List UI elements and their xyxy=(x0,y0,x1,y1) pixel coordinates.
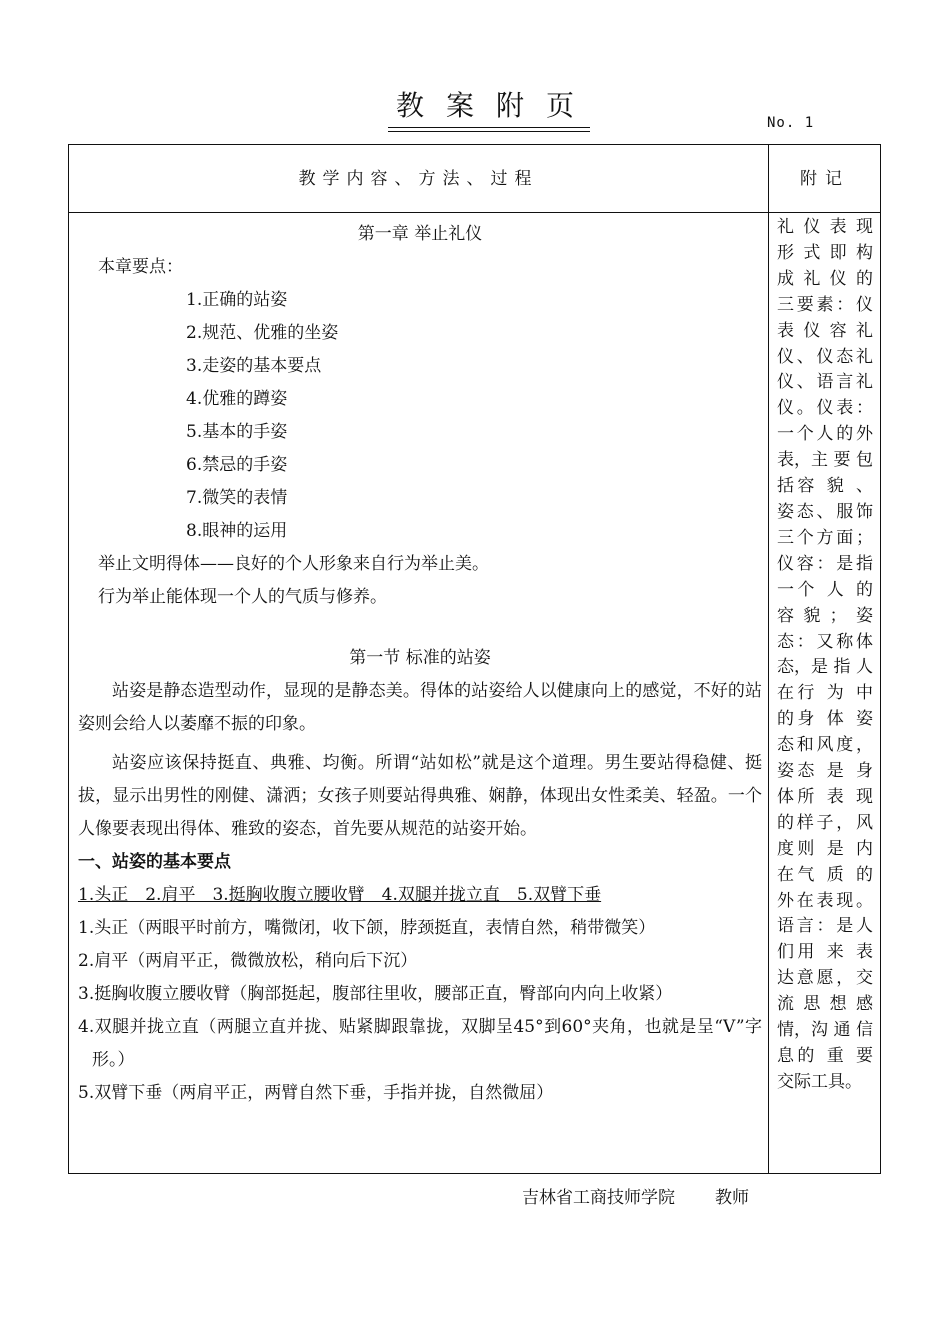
key-point-item: 7.微笑的表情 xyxy=(186,488,288,508)
key-point-item: 5.基本的手姿 xyxy=(186,422,288,442)
subheading: 一、站姿的基本要点 xyxy=(78,852,231,872)
paragraph: 站姿是静态造型动作，显现的是静态美。得体的站姿给人以健康向上的感觉，不好的站姿则会给人以萎靡不振的印象。 xyxy=(78,681,762,734)
school-name: 吉林省工商技师学院 xyxy=(522,1188,675,1208)
column-header-content: 教学内容、方法、过程 xyxy=(298,169,539,189)
key-point-item: 4.优雅的蹲姿 xyxy=(186,389,288,409)
key-points-label: 本章要点： xyxy=(98,257,183,277)
key-point-item: 1.正确的站姿 xyxy=(186,290,288,310)
main-content xyxy=(78,218,762,1110)
intro-line: 行为举止能体现一个人的气质与修养。 xyxy=(98,587,387,607)
page-title: 教案附页 xyxy=(395,89,596,122)
paragraph: 站姿应该保持挺直、典雅、均衡。所谓“站如松”就是这个道理。男生要站得稳健、挺拔，显示出男性的刚健、潇洒；女孩子则要站得典雅、娴静，体现出女性柔美、轻盈。一个人像要表现出得体、雅致的姿态，首先要从规范的站姿开始。 xyxy=(78,753,762,839)
title-underline xyxy=(388,127,590,128)
summary-line: 1.头正 2.肩平 3.挺胸收腹立腰收臂 4.双腿并拢立直 5.双臂下垂 xyxy=(78,885,602,905)
detail-item: 1.头正（两眼平时前方，嘴微闭，收下颌，脖颈挺直，表情自然，稍带微笑） xyxy=(78,918,656,938)
footer xyxy=(522,1186,789,1210)
key-point-item: 6.禁忌的手姿 xyxy=(186,455,288,475)
page-number: No. 1 xyxy=(767,115,815,131)
side-note: 礼 仪 表 现形 式 即 构成 礼 仪 的三要素：仪表 仪 容 礼仪、仪态礼仪、语言礼仪。仪表：一个人的外表，主 要 包 括容 貌 、 姿态、服饰三个方面；仪容：是指一个 人 的 容貌；姿态：又称体态，是 指 人 在行 为 中 的身 体 姿 态和风度，姿态 是 身 体所 表 现 的样子，风度则 是 内 在气 质 的 外在表现。语言：是人们用 来 表 达意愿，交流思想感情，沟 通 信 息的 重 要 交际工具。 xyxy=(777,217,879,1092)
detail-item: 2.肩平（两肩平正，微微放松，稍向后下沉） xyxy=(78,951,418,971)
detail-item: 3.挺胸收腹立腰收臂（胸部挺起，腹部往里收，腰部正直，臀部向内向上收紧） xyxy=(78,984,673,1004)
chapter-title: 第一章 举止礼仪 xyxy=(357,224,483,244)
key-point-item: 2.规范、优雅的坐姿 xyxy=(186,323,339,343)
teacher-label: 教师 xyxy=(715,1188,749,1208)
column-header-notes: 附记 xyxy=(800,169,850,189)
table-header-row xyxy=(69,145,880,213)
key-point-item: 3.走姿的基本要点 xyxy=(186,356,322,376)
detail-item: 5.双臂下垂（两肩平正，两臂自然下垂，手指并拢，自然微屈） xyxy=(78,1083,554,1103)
key-point-item: 8.眼神的运用 xyxy=(186,521,288,541)
column-divider xyxy=(768,145,769,1173)
title-underline-double xyxy=(388,131,590,132)
detail-item: 4.双腿并拢立直（两腿立直并拢、贴紧脚跟靠拢，双脚呈45°到60°夹角，也就是呈“V”字形。） xyxy=(78,1017,762,1070)
section-title: 第一节 标准的站姿 xyxy=(349,648,491,668)
intro-line: 举止文明得体——良好的个人形象来自行为举止美。 xyxy=(98,554,489,574)
spacer xyxy=(78,614,762,642)
